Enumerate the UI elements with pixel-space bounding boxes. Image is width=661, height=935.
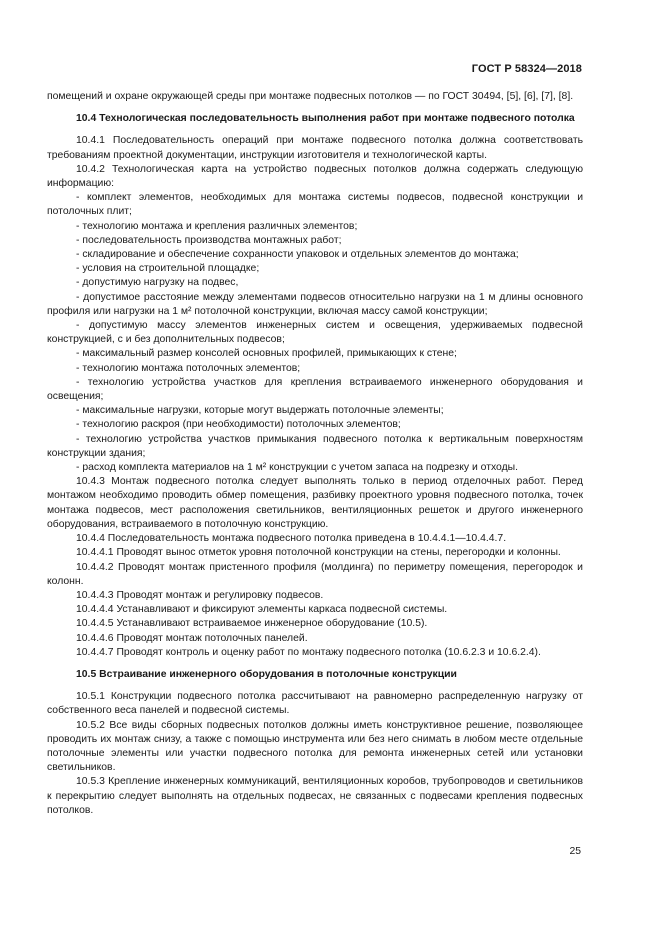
standard-number: ГОСТ Р 58324—2018 — [471, 63, 582, 75]
section-heading-10-5: 10.5 Встраивание инженерного оборудования в потолочные конструкции — [76, 668, 457, 680]
paragraph-10-4-4-3: 10.4.4.3 Проводят монтаж и регулировку подвесов. — [76, 589, 324, 601]
paragraph-10-4-4-5: 10.4.4.5 Устанавливают встраиваемое инженерное оборудование (10.5). — [76, 618, 428, 630]
paragraph-10-4-4-6: 10.4.4.6 Проводят монтаж потолочных панелей. — [76, 632, 308, 644]
paragraph-10-4-3: 10.4.3 Монтаж подвесного потолка следует выполнять только в период отделочных работ. Перед монтажом необходимо проводить обмер помещения, разбивку проектного уровня подвесного потолка, точек монтажа подвесов, мест расположения светильников, вентиляционных решеток и другого инженерного оборудования, встраиваемого в потолочную конструкцию. — [47, 476, 583, 530]
intro-paragraph: помещений и охране окружающей среды при монтаже подвесных потолков — по ГОСТ 30494, [5], [6], [7], [8]. — [47, 91, 574, 102]
list-item: - технологию монтажа потолочных элементов; — [76, 362, 301, 374]
section-heading-10-4: 10.4 Технологическая последовательность выполнения работ при монтаже подвесного потолка — [76, 113, 575, 125]
paragraph-10-4-4: 10.4.4 Последовательность монтажа подвесного потолка приведена в 10.4.4.1—10.4.4.7. — [76, 533, 507, 545]
list-item: - технологию устройства участков примыкания подвесного потолка к вертикальным поверхностям конструкции здания; — [47, 433, 583, 459]
list-item: - допустимую массу элементов инженерных систем и освещения, удерживаемых подвесной конструкцией, с и без дополнительных подвесов; — [47, 320, 583, 346]
paragraph-10-4-4-4: 10.4.4.4 Устанавливают и фиксируют элементы каркаса подвесной системы. — [76, 604, 448, 616]
list-item: - технологию раскроя (при необходимости) потолочных элементов; — [76, 419, 401, 431]
paragraph-10-4-2: 10.4.2 Технологическая карта на устройство подвесных потолков должна содержать следующую информацию: — [47, 163, 583, 190]
list-item: - допустимое расстояние между элементами подвесов относительно нагрузки на 1 м длины основного профиля или нагрузки на 1 м² потолочной конструкции, включая массу самой конструкции; — [47, 291, 583, 317]
list-item: - складирование и обеспечение сохранности упаковок и отдельных элементов до монтажа; — [76, 249, 519, 261]
paragraph-10-4-4-2: 10.4.4.2 Проводят монтаж пристенного профиля (молдинга) по периметру помещения, перегородок и колонн. — [47, 561, 583, 587]
list-item: - максимальные нагрузки, которые могут выдержать потолочные элементы; — [76, 405, 444, 417]
list-item: - технологию устройства участков для крепления встраиваемого инженерного оборудования и освещения; — [47, 376, 583, 403]
list-item: - комплект элементов, необходимых для монтажа системы подвесов, подвесной конструкции и потолочных плит; — [47, 192, 583, 218]
paragraph-10-5-2: 10.5.2 Все виды сборных подвесных потолков должны иметь конструктивное решение, позволяющее проводить их монтаж снизу, а также с помощью инструмента или без него снимать в любом месте отдельные потолочные элементы или участки подвесного потолка для ремонта инженерных сетей или установки светильников. — [47, 719, 583, 774]
paragraph-10-4-1: 10.4.1 Последовательность операций при монтаже подвесного потолка должна соответствовать требованиям проектной документации, инструкции изготовителя и технологической карты. — [47, 135, 583, 161]
paragraph-10-4-4-1: 10.4.4.1 Проводят вынос отметок уровня потолочной конструкции на стены, перегородки и колонны. — [76, 547, 561, 559]
list-item: - расход комплекта материалов на 1 м² конструкции с учетом запаса на подрезку и отходы. — [76, 462, 519, 474]
list-item: - условия на строительной площадке; — [76, 263, 260, 275]
paragraph-10-5-3: 10.5.3 Крепление инженерных коммуникаций, вентиляционных коробов, трубопроводов и светильников к перекрытию следует выполнять на отдельных подвесах, не связанных с подвесами крепления подвесных потолков. — [47, 776, 583, 816]
list-item: - последовательность производства монтажных работ; — [76, 234, 342, 246]
paragraph-10-4-4-7: 10.4.4.7 Проводят контроль и оценку работ по монтажу подвесного потолка (10.6.2.3 и 10.6.2.4). — [76, 646, 541, 658]
list-item: - допустимую нагрузку на подвес, — [76, 277, 239, 289]
page-number: 25 — [569, 846, 581, 857]
list-item: - технологию монтажа и крепления различных элементов; — [76, 220, 358, 232]
paragraph-10-5-1: 10.5.1 Конструкции подвесного потолка рассчитывают на равномерно распределенную нагрузку от собственного веса панелей и подвесной системы. — [47, 691, 583, 717]
page-content — [47, 90, 583, 818]
list-item: - максимальный размер консолей основных профилей, примыкающих к стене; — [76, 348, 457, 360]
